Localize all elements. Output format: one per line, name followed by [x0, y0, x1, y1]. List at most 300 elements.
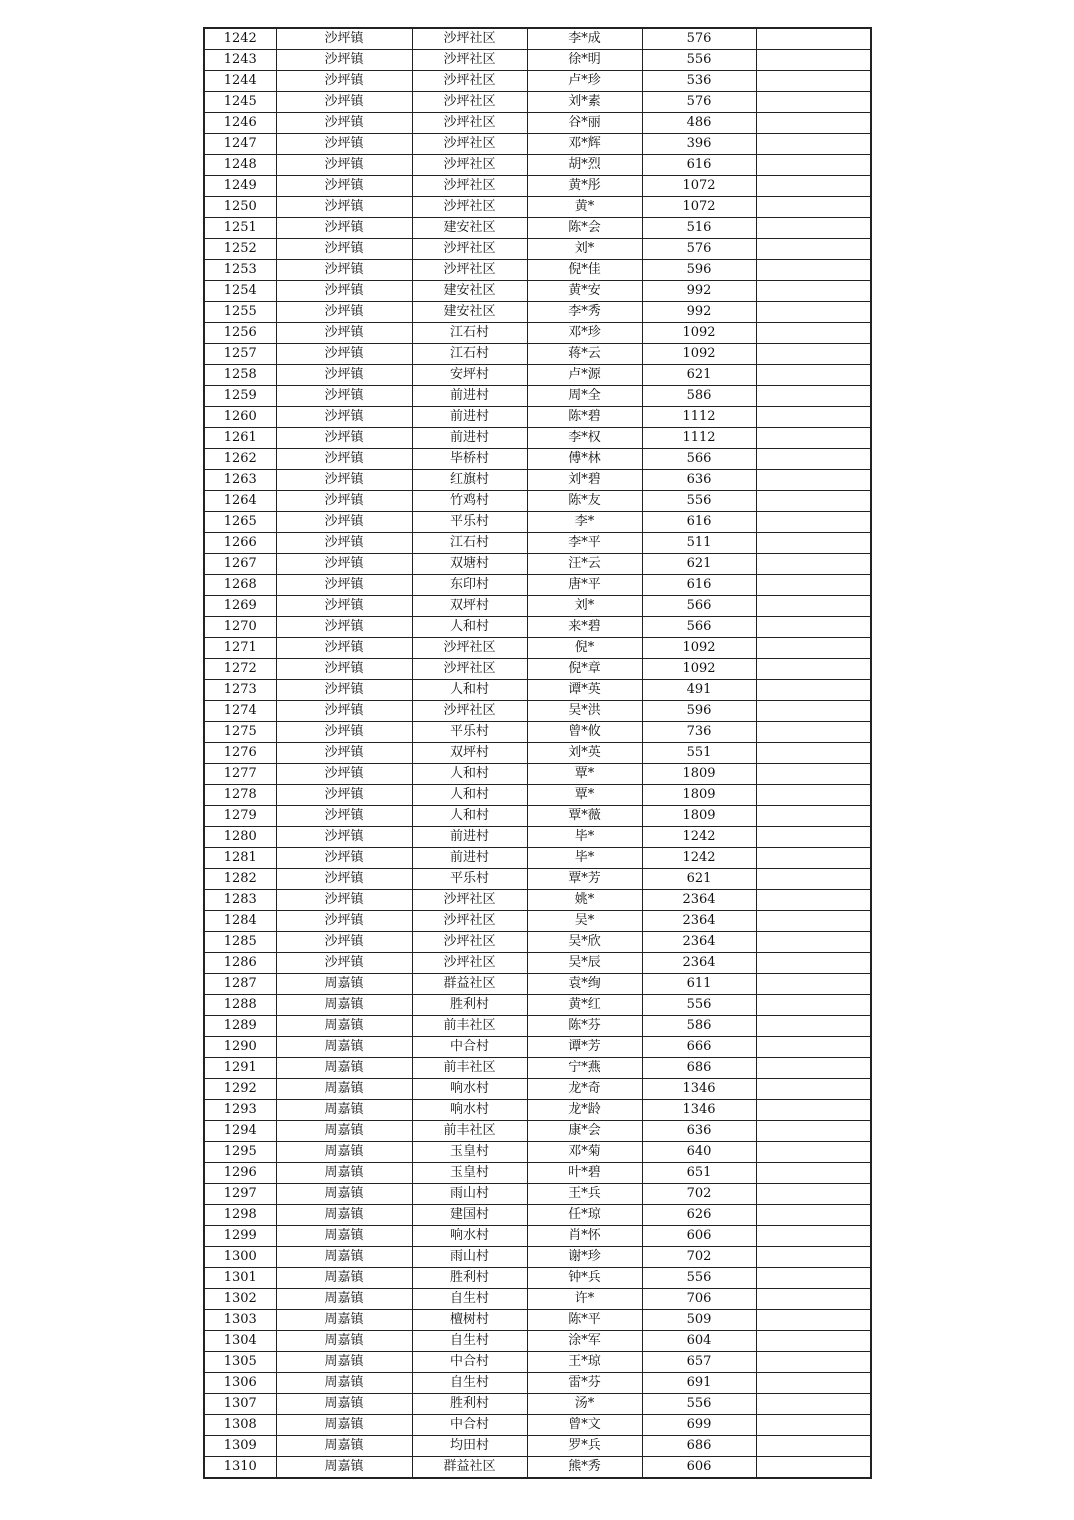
amount-cell: 1242	[642, 827, 756, 848]
remark-cell	[756, 239, 871, 260]
table-row	[204, 92, 871, 113]
name-cell: 卢*源	[527, 365, 642, 386]
name-cell: 倪*	[527, 638, 642, 659]
remark-cell	[756, 1268, 871, 1289]
table-row	[204, 1373, 871, 1394]
amount-cell: 556	[642, 995, 756, 1016]
name-cell: 覃*芳	[527, 869, 642, 890]
town-cell: 沙坪镇	[276, 722, 412, 743]
table-row	[204, 1289, 871, 1310]
amount-cell: 491	[642, 680, 756, 701]
row-number-cell: 1284	[204, 911, 276, 932]
row-number-cell: 1266	[204, 533, 276, 554]
name-cell: 刘*	[527, 239, 642, 260]
amount-cell: 1112	[642, 407, 756, 428]
village-cell: 双坪村	[412, 596, 527, 617]
name-cell: 毕*	[527, 848, 642, 869]
row-number-cell: 1271	[204, 638, 276, 659]
remark-cell	[756, 596, 871, 617]
table-row	[204, 806, 871, 827]
town-cell: 沙坪镇	[276, 176, 412, 197]
table-row	[204, 1058, 871, 1079]
amount-cell: 1112	[642, 428, 756, 449]
amount-cell: 1346	[642, 1100, 756, 1121]
town-cell: 沙坪镇	[276, 302, 412, 323]
town-cell: 沙坪镇	[276, 323, 412, 344]
name-cell: 周*全	[527, 386, 642, 407]
name-cell: 李*	[527, 512, 642, 533]
village-cell: 中合村	[412, 1352, 527, 1373]
row-number-cell: 1305	[204, 1352, 276, 1373]
village-cell: 沙坪社区	[412, 659, 527, 680]
village-cell: 人和村	[412, 617, 527, 638]
remark-cell	[756, 995, 871, 1016]
name-cell: 王*琼	[527, 1352, 642, 1373]
name-cell: 陈*碧	[527, 407, 642, 428]
remark-cell	[756, 743, 871, 764]
row-number-cell: 1309	[204, 1436, 276, 1457]
table-row	[204, 176, 871, 197]
town-cell: 沙坪镇	[276, 344, 412, 365]
town-cell: 沙坪镇	[276, 281, 412, 302]
amount-cell: 566	[642, 449, 756, 470]
town-cell: 沙坪镇	[276, 28, 412, 50]
name-cell: 钟*兵	[527, 1268, 642, 1289]
row-number-cell: 1259	[204, 386, 276, 407]
table-row	[204, 911, 871, 932]
town-cell: 沙坪镇	[276, 512, 412, 533]
remark-cell	[756, 92, 871, 113]
village-cell: 沙坪社区	[412, 890, 527, 911]
name-cell: 覃*	[527, 785, 642, 806]
amount-cell: 1092	[642, 344, 756, 365]
name-cell: 李*秀	[527, 302, 642, 323]
amount-cell: 509	[642, 1310, 756, 1331]
amount-cell: 1242	[642, 848, 756, 869]
remark-cell	[756, 869, 871, 890]
village-cell: 均田村	[412, 1436, 527, 1457]
village-cell: 江石村	[412, 344, 527, 365]
row-number-cell: 1310	[204, 1457, 276, 1479]
row-number-cell: 1261	[204, 428, 276, 449]
remark-cell	[756, 1331, 871, 1352]
table-row	[204, 134, 871, 155]
remark-cell	[756, 281, 871, 302]
name-cell: 曾*攸	[527, 722, 642, 743]
village-cell: 玉皇村	[412, 1163, 527, 1184]
town-cell: 沙坪镇	[276, 575, 412, 596]
amount-cell: 657	[642, 1352, 756, 1373]
row-number-cell: 1301	[204, 1268, 276, 1289]
town-cell: 沙坪镇	[276, 869, 412, 890]
table-row	[204, 1100, 871, 1121]
town-cell: 沙坪镇	[276, 407, 412, 428]
row-number-cell: 1283	[204, 890, 276, 911]
table-row	[204, 680, 871, 701]
remark-cell	[756, 1352, 871, 1373]
row-number-cell: 1244	[204, 71, 276, 92]
name-cell: 来*碧	[527, 617, 642, 638]
row-number-cell: 1303	[204, 1310, 276, 1331]
table-row	[204, 659, 871, 680]
village-cell: 沙坪社区	[412, 176, 527, 197]
remark-cell	[756, 1184, 871, 1205]
amount-cell: 1072	[642, 176, 756, 197]
name-cell: 吴*辰	[527, 953, 642, 974]
table-row	[204, 1205, 871, 1226]
amount-cell: 626	[642, 1205, 756, 1226]
village-cell: 建国村	[412, 1205, 527, 1226]
remark-cell	[756, 1016, 871, 1037]
town-cell: 周嘉镇	[276, 1331, 412, 1352]
amount-cell: 1809	[642, 785, 756, 806]
table-row	[204, 953, 871, 974]
amount-cell: 702	[642, 1247, 756, 1268]
remark-cell	[756, 638, 871, 659]
amount-cell: 686	[642, 1058, 756, 1079]
village-cell: 人和村	[412, 764, 527, 785]
town-cell: 沙坪镇	[276, 554, 412, 575]
name-cell: 倪*佳	[527, 260, 642, 281]
amount-cell: 611	[642, 974, 756, 995]
remark-cell	[756, 911, 871, 932]
name-cell: 罗*兵	[527, 1436, 642, 1457]
village-cell: 前丰社区	[412, 1058, 527, 1079]
amount-cell: 736	[642, 722, 756, 743]
amount-cell: 1809	[642, 806, 756, 827]
row-number-cell: 1269	[204, 596, 276, 617]
row-number-cell: 1287	[204, 974, 276, 995]
table-row	[204, 1163, 871, 1184]
remark-cell	[756, 827, 871, 848]
row-number-cell: 1276	[204, 743, 276, 764]
table-row	[204, 1457, 871, 1479]
amount-cell: 2364	[642, 932, 756, 953]
remark-cell	[756, 50, 871, 71]
roster-table	[203, 27, 872, 1479]
row-number-cell: 1288	[204, 995, 276, 1016]
row-number-cell: 1277	[204, 764, 276, 785]
table-row	[204, 785, 871, 806]
row-number-cell: 1254	[204, 281, 276, 302]
name-cell: 邓*珍	[527, 323, 642, 344]
town-cell: 周嘉镇	[276, 1058, 412, 1079]
amount-cell: 686	[642, 1436, 756, 1457]
amount-cell: 616	[642, 155, 756, 176]
row-number-cell: 1248	[204, 155, 276, 176]
remark-cell	[756, 1142, 871, 1163]
remark-cell	[756, 806, 871, 827]
village-cell: 沙坪社区	[412, 239, 527, 260]
village-cell: 红旗村	[412, 470, 527, 491]
row-number-cell: 1298	[204, 1205, 276, 1226]
row-number-cell: 1280	[204, 827, 276, 848]
village-cell: 响水村	[412, 1226, 527, 1247]
table-row	[204, 1247, 871, 1268]
amount-cell: 556	[642, 1394, 756, 1415]
row-number-cell: 1249	[204, 176, 276, 197]
remark-cell	[756, 1310, 871, 1331]
table-row	[204, 344, 871, 365]
village-cell: 群益社区	[412, 1457, 527, 1479]
table-row	[204, 491, 871, 512]
remark-cell	[756, 1457, 871, 1479]
town-cell: 周嘉镇	[276, 1100, 412, 1121]
town-cell: 周嘉镇	[276, 1142, 412, 1163]
row-number-cell: 1297	[204, 1184, 276, 1205]
remark-cell	[756, 1058, 871, 1079]
remark-cell	[756, 722, 871, 743]
table-row	[204, 386, 871, 407]
remark-cell	[756, 890, 871, 911]
name-cell: 黄*	[527, 197, 642, 218]
amount-cell: 516	[642, 218, 756, 239]
row-number-cell: 1267	[204, 554, 276, 575]
village-cell: 沙坪社区	[412, 932, 527, 953]
amount-cell: 651	[642, 1163, 756, 1184]
remark-cell	[756, 470, 871, 491]
amount-cell: 576	[642, 239, 756, 260]
amount-cell: 1809	[642, 764, 756, 785]
name-cell: 吴*欣	[527, 932, 642, 953]
remark-cell	[756, 1415, 871, 1436]
town-cell: 沙坪镇	[276, 239, 412, 260]
remark-cell	[756, 701, 871, 722]
table-row	[204, 28, 871, 50]
table-row	[204, 701, 871, 722]
table-row	[204, 218, 871, 239]
table-row	[204, 512, 871, 533]
town-cell: 沙坪镇	[276, 470, 412, 491]
remark-cell	[756, 449, 871, 470]
name-cell: 汤*	[527, 1394, 642, 1415]
table-row	[204, 764, 871, 785]
remark-cell	[756, 512, 871, 533]
amount-cell: 706	[642, 1289, 756, 1310]
town-cell: 沙坪镇	[276, 533, 412, 554]
village-cell: 平乐村	[412, 869, 527, 890]
town-cell: 周嘉镇	[276, 1247, 412, 1268]
name-cell: 熊*秀	[527, 1457, 642, 1479]
amount-cell: 576	[642, 92, 756, 113]
amount-cell: 1092	[642, 659, 756, 680]
amount-cell: 691	[642, 1373, 756, 1394]
remark-cell	[756, 554, 871, 575]
village-cell: 东印村	[412, 575, 527, 596]
table-row	[204, 365, 871, 386]
remark-cell	[756, 1394, 871, 1415]
table-row	[204, 407, 871, 428]
name-cell: 李*权	[527, 428, 642, 449]
table-row	[204, 281, 871, 302]
table-row	[204, 197, 871, 218]
village-cell: 中合村	[412, 1037, 527, 1058]
town-cell: 周嘉镇	[276, 1352, 412, 1373]
remark-cell	[756, 680, 871, 701]
amount-cell: 596	[642, 260, 756, 281]
village-cell: 人和村	[412, 806, 527, 827]
name-cell: 宁*燕	[527, 1058, 642, 1079]
village-cell: 人和村	[412, 680, 527, 701]
remark-cell	[756, 1037, 871, 1058]
amount-cell: 604	[642, 1331, 756, 1352]
town-cell: 沙坪镇	[276, 596, 412, 617]
amount-cell: 1092	[642, 638, 756, 659]
remark-cell	[756, 1247, 871, 1268]
name-cell: 刘*素	[527, 92, 642, 113]
amount-cell: 621	[642, 869, 756, 890]
town-cell: 周嘉镇	[276, 1310, 412, 1331]
remark-cell	[756, 491, 871, 512]
row-number-cell: 1260	[204, 407, 276, 428]
village-cell: 沙坪社区	[412, 50, 527, 71]
name-cell: 陈*芬	[527, 1016, 642, 1037]
village-cell: 胜利村	[412, 1394, 527, 1415]
remark-cell	[756, 659, 871, 680]
row-number-cell: 1294	[204, 1121, 276, 1142]
table-row	[204, 113, 871, 134]
remark-cell	[756, 71, 871, 92]
table-row	[204, 1121, 871, 1142]
remark-cell	[756, 1226, 871, 1247]
table-row	[204, 1331, 871, 1352]
table-row	[204, 1352, 871, 1373]
row-number-cell: 1251	[204, 218, 276, 239]
table-row	[204, 260, 871, 281]
row-number-cell: 1282	[204, 869, 276, 890]
row-number-cell: 1253	[204, 260, 276, 281]
name-cell: 刘*	[527, 596, 642, 617]
table-row	[204, 1415, 871, 1436]
village-cell: 建安社区	[412, 302, 527, 323]
village-cell: 沙坪社区	[412, 28, 527, 50]
amount-cell: 596	[642, 701, 756, 722]
row-number-cell: 1291	[204, 1058, 276, 1079]
name-cell: 倪*章	[527, 659, 642, 680]
town-cell: 沙坪镇	[276, 806, 412, 827]
name-cell: 叶*碧	[527, 1163, 642, 1184]
row-number-cell: 1302	[204, 1289, 276, 1310]
table-row	[204, 1268, 871, 1289]
village-cell: 沙坪社区	[412, 953, 527, 974]
table-row	[204, 449, 871, 470]
town-cell: 周嘉镇	[276, 995, 412, 1016]
name-cell: 刘*碧	[527, 470, 642, 491]
row-number-cell: 1300	[204, 1247, 276, 1268]
village-cell: 沙坪社区	[412, 701, 527, 722]
remark-cell	[756, 176, 871, 197]
amount-cell: 616	[642, 512, 756, 533]
row-number-cell: 1243	[204, 50, 276, 71]
remark-cell	[756, 155, 871, 176]
town-cell: 沙坪镇	[276, 911, 412, 932]
remark-cell	[756, 344, 871, 365]
row-number-cell: 1262	[204, 449, 276, 470]
amount-cell: 566	[642, 596, 756, 617]
town-cell: 周嘉镇	[276, 1205, 412, 1226]
amount-cell: 666	[642, 1037, 756, 1058]
town-cell: 沙坪镇	[276, 449, 412, 470]
town-cell: 沙坪镇	[276, 428, 412, 449]
row-number-cell: 1307	[204, 1394, 276, 1415]
name-cell: 谢*珍	[527, 1247, 642, 1268]
remark-cell	[756, 113, 871, 134]
name-cell: 谭*芳	[527, 1037, 642, 1058]
name-cell: 李*平	[527, 533, 642, 554]
amount-cell: 486	[642, 113, 756, 134]
table-row	[204, 323, 871, 344]
town-cell: 沙坪镇	[276, 848, 412, 869]
village-cell: 安坪村	[412, 365, 527, 386]
remark-cell	[756, 197, 871, 218]
table-row	[204, 827, 871, 848]
amount-cell: 556	[642, 491, 756, 512]
table-row	[204, 743, 871, 764]
row-number-cell: 1263	[204, 470, 276, 491]
amount-cell: 2364	[642, 953, 756, 974]
name-cell: 李*成	[527, 28, 642, 50]
village-cell: 沙坪社区	[412, 71, 527, 92]
row-number-cell: 1295	[204, 1142, 276, 1163]
amount-cell: 606	[642, 1457, 756, 1479]
village-cell: 毕桥村	[412, 449, 527, 470]
town-cell: 周嘉镇	[276, 1394, 412, 1415]
name-cell: 黄*彤	[527, 176, 642, 197]
village-cell: 群益社区	[412, 974, 527, 995]
name-cell: 康*会	[527, 1121, 642, 1142]
remark-cell	[756, 1163, 871, 1184]
village-cell: 沙坪社区	[412, 92, 527, 113]
amount-cell: 2364	[642, 911, 756, 932]
town-cell: 沙坪镇	[276, 785, 412, 806]
town-cell: 周嘉镇	[276, 1373, 412, 1394]
village-cell: 沙坪社区	[412, 155, 527, 176]
roster-body	[204, 28, 871, 1478]
table-row	[204, 71, 871, 92]
town-cell: 周嘉镇	[276, 1163, 412, 1184]
town-cell: 沙坪镇	[276, 743, 412, 764]
town-cell: 沙坪镇	[276, 197, 412, 218]
row-number-cell: 1289	[204, 1016, 276, 1037]
remark-cell	[756, 386, 871, 407]
row-number-cell: 1286	[204, 953, 276, 974]
row-number-cell: 1275	[204, 722, 276, 743]
table-row	[204, 617, 871, 638]
town-cell: 沙坪镇	[276, 701, 412, 722]
town-cell: 沙坪镇	[276, 134, 412, 155]
village-cell: 前进村	[412, 827, 527, 848]
name-cell: 邓*辉	[527, 134, 642, 155]
remark-cell	[756, 764, 871, 785]
amount-cell: 556	[642, 1268, 756, 1289]
town-cell: 周嘉镇	[276, 1457, 412, 1479]
name-cell: 袁*绚	[527, 974, 642, 995]
village-cell: 前进村	[412, 407, 527, 428]
name-cell: 吴*洪	[527, 701, 642, 722]
village-cell: 自生村	[412, 1373, 527, 1394]
amount-cell: 536	[642, 71, 756, 92]
amount-cell: 636	[642, 470, 756, 491]
name-cell: 陈*平	[527, 1310, 642, 1331]
row-number-cell: 1278	[204, 785, 276, 806]
village-cell: 双塘村	[412, 554, 527, 575]
amount-cell: 616	[642, 575, 756, 596]
village-cell: 雨山村	[412, 1247, 527, 1268]
name-cell: 卢*珍	[527, 71, 642, 92]
village-cell: 平乐村	[412, 512, 527, 533]
village-cell: 玉皇村	[412, 1142, 527, 1163]
name-cell: 姚*	[527, 890, 642, 911]
